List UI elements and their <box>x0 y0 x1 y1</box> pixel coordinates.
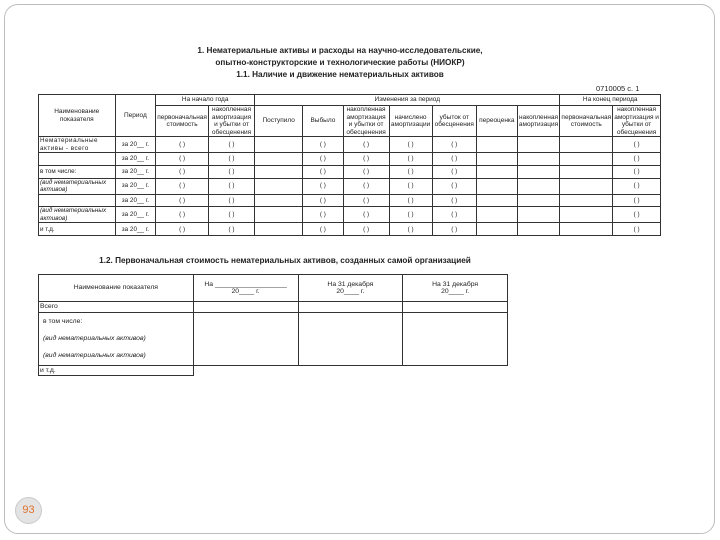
section-title-1-2: 1.2. Первоначальная стоимость нематериальных активов, созданных самой организацией <box>99 256 471 265</box>
cell-paren: ( ) <box>389 178 432 194</box>
cell-empty <box>255 178 303 194</box>
cell-paren: ( ) <box>208 153 254 166</box>
cell-empty <box>193 366 298 376</box>
sub-impairment: убыток от обесценения <box>432 106 477 137</box>
row-period: за 20__ г. <box>115 207 156 223</box>
cell-empty <box>255 223 303 236</box>
cell-empty <box>560 207 613 223</box>
table-row <box>39 223 661 236</box>
cell-paren: ( ) <box>389 137 432 153</box>
row-label: Нематериальные активы - всего <box>39 137 116 153</box>
cell-paren: ( ) <box>156 207 209 223</box>
row-label: в том числе: <box>39 165 116 178</box>
cell-paren: ( ) <box>303 178 343 194</box>
header-date-1-label: На ___________________ <box>204 280 287 288</box>
cell-paren: ( ) <box>432 223 477 236</box>
cell-empty <box>517 207 560 223</box>
sub-retired-accumulated: накопленная амортизация и убытки от обесценения <box>343 106 389 137</box>
header-name: Наименование показателя <box>39 275 194 302</box>
cell-paren: ( ) <box>389 194 432 207</box>
row-period: за 20__ г. <box>115 137 156 153</box>
cell-paren: ( ) <box>343 137 389 153</box>
cell-empty <box>298 313 403 366</box>
cell-paren: ( ) <box>208 137 254 153</box>
cell-empty <box>560 165 613 178</box>
cell-paren: ( ) <box>208 194 254 207</box>
row-label <box>39 194 116 207</box>
cell-paren: ( ) <box>432 178 477 194</box>
section-title-1-1: 1.1. Наличие и движение нематериальных активов <box>236 70 444 79</box>
cell-paren: ( ) <box>613 153 661 166</box>
cell-paren: ( ) <box>156 137 209 153</box>
header-changes: Изменения за период <box>255 95 560 106</box>
row-period: за 20__ г. <box>115 194 156 207</box>
row-label: в том числе: <box>43 318 83 325</box>
row-label: (вид нематериальных активов) <box>43 352 146 359</box>
table-row <box>39 302 508 313</box>
cell-empty <box>517 165 560 178</box>
cell-paren: ( ) <box>208 207 254 223</box>
cell-empty <box>560 194 613 207</box>
cell-paren: ( ) <box>432 165 477 178</box>
sub-revaluation-accumulated: накопленная амортизация <box>517 106 560 137</box>
cell-paren: ( ) <box>303 194 343 207</box>
cell-paren: ( ) <box>343 194 389 207</box>
row-label-group <box>39 313 194 366</box>
cell-empty <box>255 153 303 166</box>
header-date-1-year: 20____ г. <box>231 288 260 295</box>
cell-paren: ( ) <box>613 194 661 207</box>
cell-paren: ( ) <box>343 207 389 223</box>
cell-paren: ( ) <box>156 194 209 207</box>
cell-empty <box>477 165 518 178</box>
table-row <box>39 366 508 376</box>
cell-empty <box>477 223 518 236</box>
row-period: за 20__ г. <box>115 223 156 236</box>
cell-paren: ( ) <box>303 153 343 166</box>
table-row <box>39 207 661 223</box>
cell-empty <box>560 153 613 166</box>
cell-empty <box>517 223 560 236</box>
cell-paren: ( ) <box>303 207 343 223</box>
cell-paren: ( ) <box>389 223 432 236</box>
cell-paren: ( ) <box>156 178 209 194</box>
row-label: (вид нематериальных активов) <box>39 207 116 223</box>
cell-empty <box>403 313 508 366</box>
cell-empty <box>403 302 508 313</box>
table-row <box>39 153 661 166</box>
cell-empty <box>403 366 508 376</box>
cell-paren: ( ) <box>613 207 661 223</box>
sub-amortization: начислено амортизации <box>389 106 432 137</box>
sub-accumulated: накопленная амортизация и убытки от обесценения <box>208 106 254 137</box>
row-label <box>39 153 116 166</box>
row-period: за 20__ г. <box>115 153 156 166</box>
cell-paren: ( ) <box>613 165 661 178</box>
row-label: Всего <box>39 302 194 313</box>
cell-empty <box>477 178 518 194</box>
cell-empty <box>193 313 298 366</box>
header-date-3-year: 20____ г. <box>441 288 470 295</box>
table-row <box>39 313 508 366</box>
cell-paren: ( ) <box>343 223 389 236</box>
sub-received: Поступило <box>255 106 303 137</box>
header-start: На начало года <box>156 95 255 106</box>
table-row <box>39 137 661 153</box>
cell-empty <box>255 207 303 223</box>
cell-paren: ( ) <box>208 165 254 178</box>
cell-paren: ( ) <box>432 153 477 166</box>
cell-paren: ( ) <box>303 223 343 236</box>
sub-end-initial: первоначальная стоимость <box>560 106 613 137</box>
cell-empty <box>193 302 298 313</box>
cell-paren: ( ) <box>613 178 661 194</box>
header-end: На конец периода <box>560 95 661 106</box>
header-date-2 <box>298 275 403 302</box>
cell-paren: ( ) <box>432 207 477 223</box>
cell-empty <box>255 194 303 207</box>
cell-empty <box>477 153 518 166</box>
cell-paren: ( ) <box>389 207 432 223</box>
cell-empty <box>517 194 560 207</box>
table-row <box>39 178 661 194</box>
cell-paren: ( ) <box>389 165 432 178</box>
cell-paren: ( ) <box>613 223 661 236</box>
cell-empty <box>517 153 560 166</box>
header-date-1 <box>193 275 298 302</box>
row-period: за 20__ г. <box>115 178 156 194</box>
cell-empty <box>477 194 518 207</box>
cell-empty <box>517 178 560 194</box>
cell-empty <box>255 137 303 153</box>
cell-paren: ( ) <box>343 178 389 194</box>
cell-empty <box>477 207 518 223</box>
table-row <box>39 194 661 207</box>
cell-empty <box>255 165 303 178</box>
row-label: (вид нематериальных активов) <box>39 178 116 194</box>
cell-empty <box>560 137 613 153</box>
sub-revaluation-initial: переоценка <box>477 106 518 137</box>
header-date-2-year: 20____ г. <box>336 288 365 295</box>
header-date-3-label: На 31 декабря <box>432 280 479 288</box>
cell-empty <box>560 223 613 236</box>
cell-paren: ( ) <box>303 165 343 178</box>
sub-end-accumulated: накопленная амортизация и убытки от обесценения <box>614 106 659 136</box>
cell-paren: ( ) <box>343 165 389 178</box>
row-label: и т.д. <box>39 366 194 376</box>
cell-paren: ( ) <box>303 137 343 153</box>
cell-paren: ( ) <box>613 137 661 153</box>
cell-paren: ( ) <box>156 165 209 178</box>
header-date-3 <box>403 275 508 302</box>
cell-paren: ( ) <box>432 137 477 153</box>
cell-paren: ( ) <box>432 194 477 207</box>
sub-retired-initial: Выбыло <box>303 106 343 137</box>
initial-cost-table <box>38 274 508 376</box>
sub-initial-cost: первоначальная стоимость <box>156 106 209 137</box>
cell-paren: ( ) <box>208 223 254 236</box>
header-date-2-label: На 31 декабря <box>327 280 374 288</box>
header-name: Наименование показателя <box>39 95 116 137</box>
document-title: 1. Нематериальные активы и расходы на научно-исследовательские, <box>197 46 483 55</box>
header-period: Период <box>115 95 156 137</box>
cell-paren: ( ) <box>343 153 389 166</box>
document-title-line2: опытно-конструкторские и технологические работы (НИОКР) <box>215 58 465 67</box>
row-period: за 20__ г. <box>115 165 156 178</box>
page-number-badge: 93 <box>15 497 42 524</box>
form-code: 0710005 с. 1 <box>596 84 640 93</box>
cell-empty <box>477 137 518 153</box>
cell-empty <box>517 137 560 153</box>
table-row <box>39 165 661 178</box>
intangible-assets-table <box>38 94 661 236</box>
cell-paren: ( ) <box>156 153 209 166</box>
cell-empty <box>560 178 613 194</box>
row-label: (вид нематериальных активов) <box>43 335 146 342</box>
cell-paren: ( ) <box>208 178 254 194</box>
cell-paren: ( ) <box>389 153 432 166</box>
cell-empty <box>298 302 403 313</box>
cell-paren: ( ) <box>156 223 209 236</box>
row-label: и т.д. <box>39 223 116 236</box>
cell-empty <box>298 366 403 376</box>
